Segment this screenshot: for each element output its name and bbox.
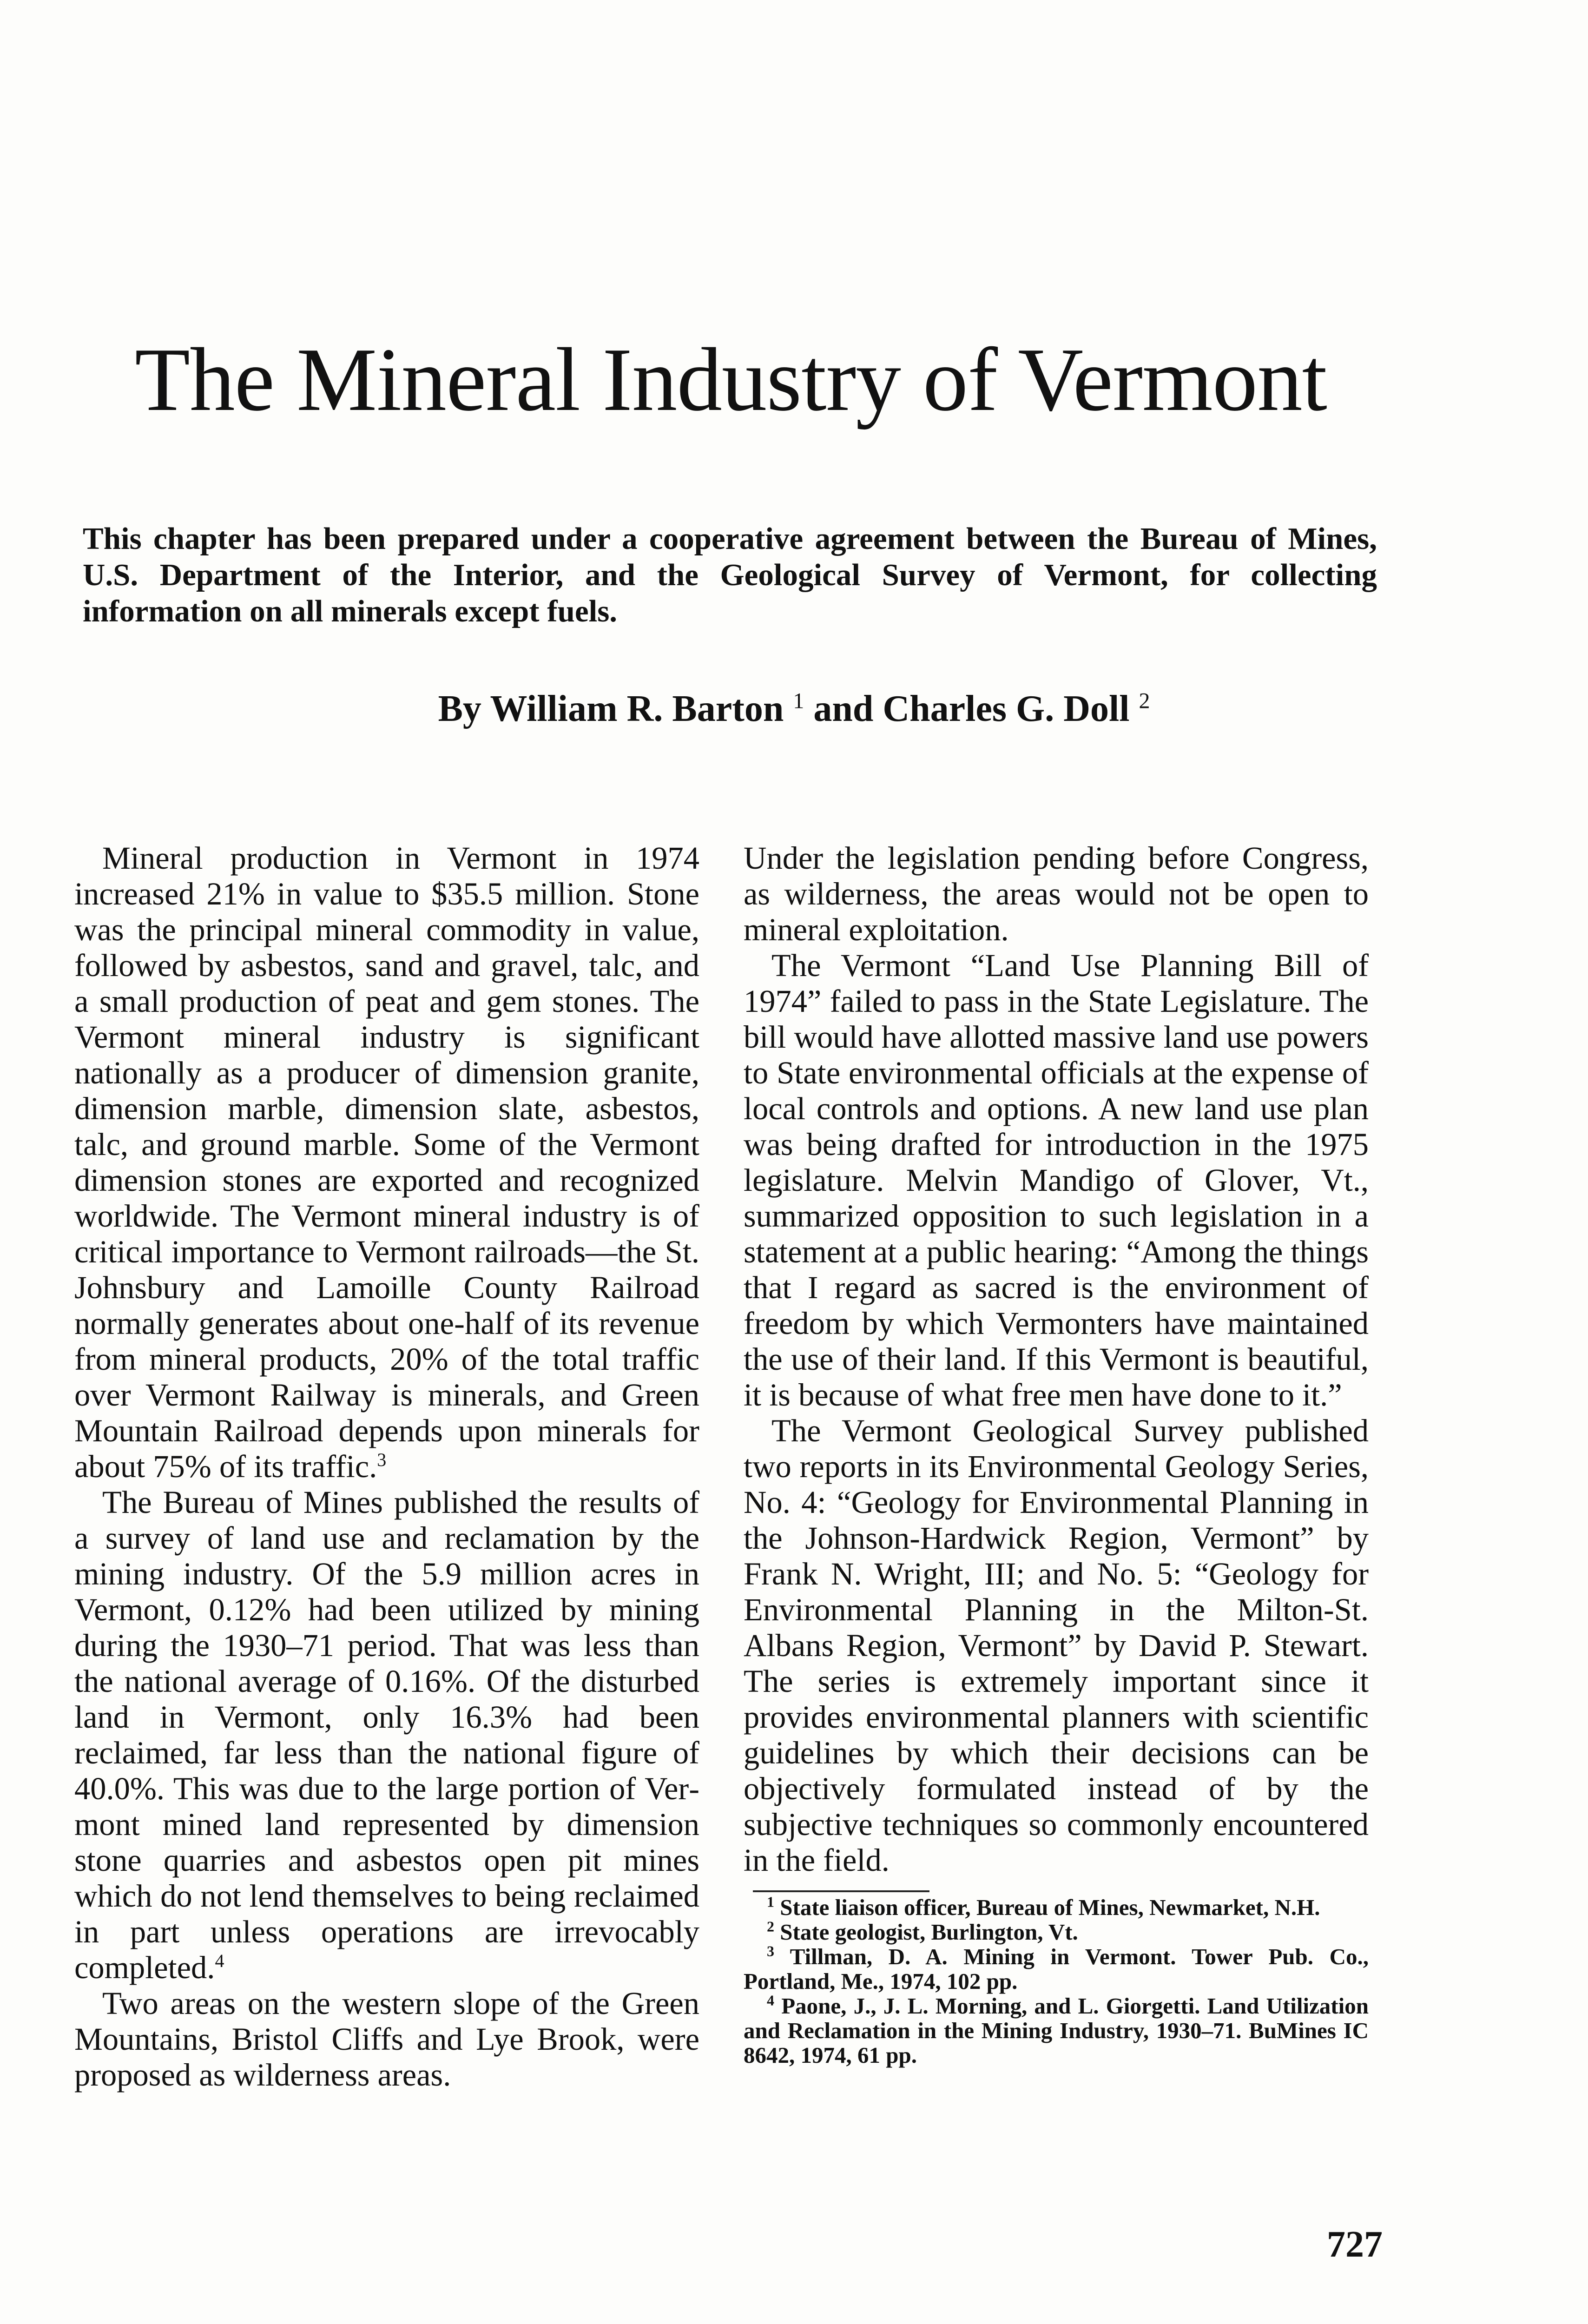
- left-column: [74, 840, 699, 2093]
- footnote-text: State geologist, Burlington, Vt.: [780, 1919, 1078, 1945]
- footnote-text: State liaison officer, Bureau of Mines, Newmarket, N.H.: [780, 1895, 1320, 1920]
- byline-prefix: By: [438, 688, 481, 729]
- paragraph-land-use-bill: The Vermont “Land Use Planning Bill of 1974” failed to pass in the State Legislature. The bill would have allotted massive land use powers to State environmental officials at the expense of local controls and options. A new land use plan was being drafted for introduction in the 1975 legislature. Melvin Mandigo of Glover, Vt., summarized opposition to such legislation in a statement at a public hearing: “Among the things that I regard as sacred is the environment of freedom by which Vermonters have maintained the use of their land. If this Vermont is beautiful, it is because of what free men have done to it.”: [744, 948, 1369, 1413]
- footnote-number: 1: [767, 1893, 774, 1910]
- author-doll-footnote-ref: 2: [1139, 688, 1150, 713]
- paragraph-mineral-production: [74, 840, 699, 1485]
- footnote-ref-3: 3: [377, 1449, 387, 1471]
- paragraph-wilderness-areas: Two areas on the western slope of the Green Mountains, Bristol Cliffs and Lye Brook, were proposed as wilderness areas.: [74, 1986, 699, 2093]
- footnote-text: Tillman, D. A. Mining in Vermont. Tower Pub. Co., Portland, Me., 1974, 102 pp.: [744, 1944, 1369, 1994]
- footnote: [744, 1895, 1369, 1920]
- footnotes: [744, 1895, 1369, 2067]
- author-doll: Charles G. Doll: [883, 688, 1130, 729]
- footnote-ref-4: 4: [215, 1950, 224, 1972]
- footnote-number: 3: [767, 1942, 774, 1960]
- footnote-text: Paone, J., J. L. Morning, and L. Giorgetti. Land Utilization and Reclamation in the Mining Industry, 1930–71. BuMines IC 8642, 1974, 61 pp.: [744, 1993, 1369, 2068]
- page-number: 727: [1327, 2224, 1383, 2265]
- byline: [0, 688, 1588, 730]
- right-column: [744, 840, 1369, 2067]
- chapter-title: The Mineral Industry of Vermont: [135, 330, 1327, 430]
- footnote: [744, 1994, 1369, 2067]
- footnote: [744, 1920, 1369, 1944]
- chapter-intro-note: This chapter has been prepared under a cooperative agreement between the Bureau of Mines, U.S. Department of the Interior, and the Geological Survey of Vermont, for collecting information on all minerals except fuels.: [83, 522, 1377, 628]
- paragraph-geological-survey-reports: The Vermont Geological Survey published two reports in its Environmental Geology Series, No. 4: “Geology for Environmental Planning in the Johnson-Hardwick Region, Vermont” by Frank N. Wright, III; and No. 5: “Geology for Environmental Planning in the Milton-St. Albans Region, Vermont” by David P. Stewart. The series is extremely important since it provides environmental planners with scientific guidelines by which their decisions can be objectively formulated instead of by the subjective techniques so commonly encountered in the field.: [744, 1413, 1369, 1878]
- footnote: [744, 1944, 1369, 1994]
- footnote-number: 2: [767, 1918, 774, 1935]
- footnote-divider: [753, 1890, 929, 1892]
- paragraph-land-use-survey: [74, 1485, 699, 1986]
- footnote-number: 4: [767, 1992, 774, 2009]
- paragraph-text: The Bureau of Mines published the results of a survey of land use and reclamation by the mining industry. Of the 5.9 million acres in Vermont, 0.12% had been utilized by mining during the 1930–71 period. That was less than the national average of 0.16%. Of the disturbed land in Vermont, only 16.3% had been reclaimed, far less than the national figure of 40.0%. This was due to the large portion of Vermont mined land represented by dimension stone quarries and asbestos open pit mines which do not lend themselves to being reclaimed in part unless operations are irrevocably completed.: [74, 1485, 699, 1985]
- paragraph-text: Mineral production in Vermont in 1974 increased 21% in value to $35.5 million. Stone was the principal mineral commodity in value, followed by asbestos, sand and gravel, talc, and a small production of peat and gem stones. The Vermont mineral industry is significant nationally as a producer of dimension granite, dimension marble, dimension slate, asbestos, talc, and ground marble. Some of the Vermont dimension stones are exported and recognized worldwide. The Vermont mineral industry is of critical importance to Vermont railroads—the St. Johnsbury and Lamoille County Railroad normally generates about one-half of its revenue from mineral products, 20% of the total traffic over Vermont Railway is minerals, and Green Mountain Railroad depends upon minerals for about 75% of its traffic.: [74, 840, 699, 1484]
- paragraph-wilderness-continued: Under the legislation pending before Congress, as wilderness, the areas would not be open to mineral exploitation.: [744, 840, 1369, 947]
- author-barton-footnote-ref: 1: [793, 688, 804, 713]
- author-barton: William R. Barton: [490, 688, 784, 729]
- byline-conjunction: and: [813, 688, 874, 729]
